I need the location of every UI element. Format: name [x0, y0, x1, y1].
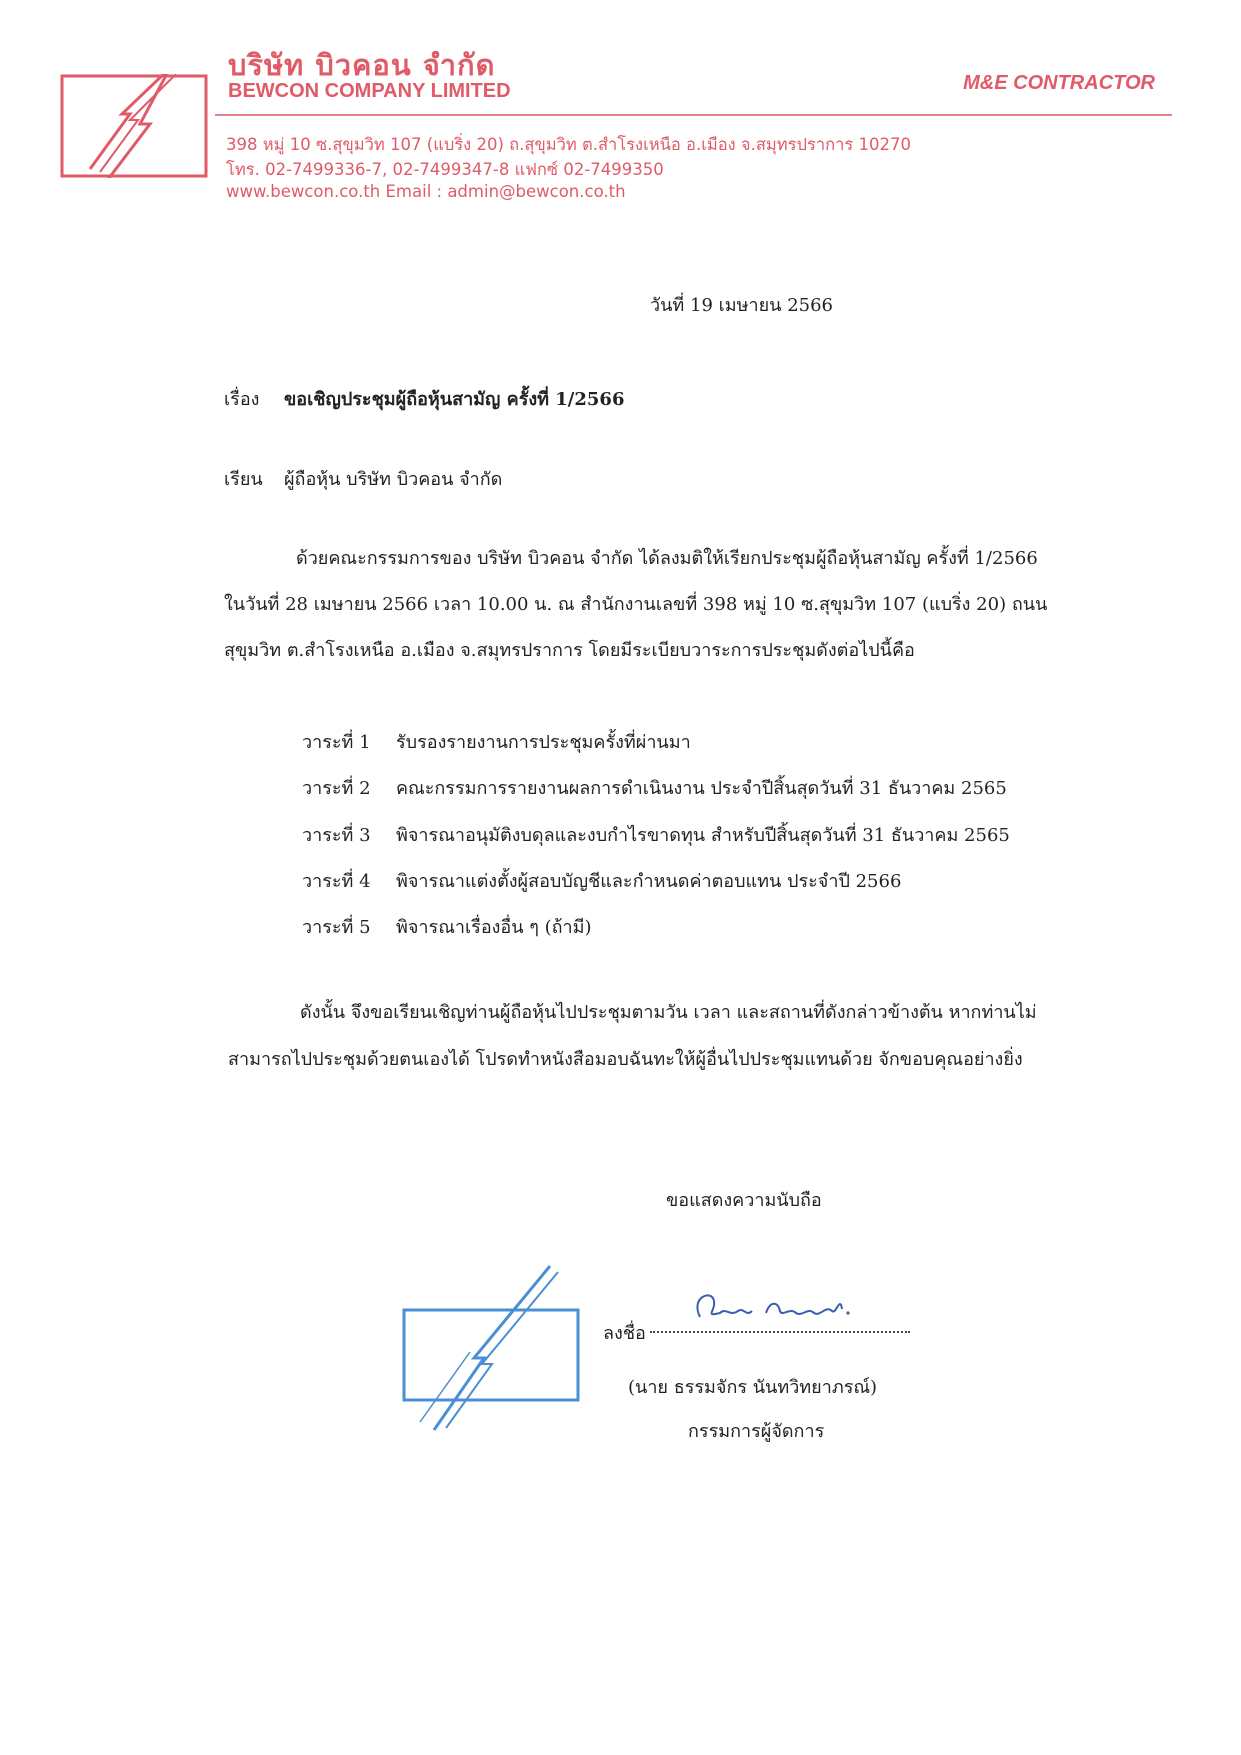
- subject-label: เรื่อง: [224, 389, 260, 410]
- signer-name: (นาย ธรรมจักร นันทวิทยาภรณ์): [628, 1377, 878, 1398]
- paragraph-1-line-3: สุขุมวิท ต.สำโรงเหนือ อ.เมือง จ.สมุทรปราการ โดยมีระเบียบวาระการประชุมดังต่อไปนี้คือ: [224, 640, 915, 661]
- company-tagline: M&E CONTRACTOR: [963, 72, 1155, 94]
- agenda-item-text: คณะกรรมการรายงานผลการดำเนินงาน ประจำปีสิ้นสุดวันที่ 31 ธันวาคม 2565: [396, 778, 1007, 799]
- paragraph-2-line-1: ดังนั้น จึงขอเรียนเชิญท่านผู้ถือหุ้นไปประชุมตามวัน เวลา และสถานที่ดังกล่าวข้างต้น หากท่านไม่: [300, 1002, 1037, 1023]
- company-name-thai: บริษัท บิวคอน จำกัด: [228, 48, 496, 82]
- agenda-item-text: พิจารณาอนุมัติงบดุลและงบกำไรขาดทุน สำหรับปีสิ้นสุดวันที่ 31 ธันวาคม 2565: [396, 825, 1010, 846]
- agenda-item-text: พิจารณาแต่งตั้งผู้สอบบัญชีและกำหนดค่าตอบแทน ประจำปี 2566: [396, 871, 902, 892]
- web-email-line: www.bewcon.co.th Email : admin@bewcon.co.th: [226, 182, 626, 201]
- recipient-text: ผู้ถือหุ้น บริษัท บิวคอน จำกัด: [284, 469, 503, 490]
- agenda-item-label: วาระที่ 1: [302, 732, 371, 753]
- closing-phrase: ขอแสดงความนับถือ: [666, 1190, 822, 1211]
- paragraph-1-line-1: ด้วยคณะกรรมการของ บริษัท บิวคอน จำกัด ได้ลงมติให้เรียกประชุมผู้ถือหุ้นสามัญ ครั้งที่ 1/2566: [296, 548, 1038, 569]
- letterhead-divider: [215, 114, 1172, 116]
- address-line-1: 398 หมู่ 10 ซ.สุขุมวิท 107 (แบริ่ง 20) ถ.สุขุมวิท ต.สำโรงเหนือ อ.เมือง จ.สมุทรปราการ 10270: [226, 135, 911, 154]
- agenda-item-label: วาระที่ 3: [302, 825, 371, 846]
- agenda-item-label: วาระที่ 2: [302, 778, 371, 799]
- company-stamp: [400, 1262, 582, 1432]
- company-name-english: BEWCON COMPANY LIMITED: [228, 80, 511, 102]
- agenda-item-label: วาระที่ 4: [302, 871, 371, 892]
- letter-date: วันที่ 19 เมษายน 2566: [650, 295, 833, 316]
- phone-fax-line: โทร. 02-7499336-7, 02-7499347-8 แฟกซ์ 02-7499350: [226, 160, 664, 179]
- signature-label: ลงชื่อ: [603, 1323, 646, 1344]
- signer-position: กรรมการผู้จัดการ: [688, 1421, 825, 1442]
- signature-line: [650, 1331, 910, 1333]
- subject-text: ขอเชิญประชุมผู้ถือหุ้นสามัญ ครั้งที่ 1/2566: [284, 389, 625, 410]
- paragraph-1-line-2: ในวันที่ 28 เมษายน 2566 เวลา 10.00 น. ณ สำนักงานเลขที่ 398 หมู่ 10 ซ.สุขุมวิท 107 (แบริ่ง 20) ถนน: [224, 594, 1048, 615]
- paragraph-2-line-2: สามารถไปประชุมด้วยตนเองได้ โปรดทำหนังสือมอบฉันทะให้ผู้อื่นไปประชุมแทนด้วย จักขอบคุณอย่างยิ่ง: [228, 1049, 1023, 1070]
- recipient-label: เรียน: [224, 469, 263, 490]
- agenda-item-text: รับรองรายงานการประชุมครั้งที่ผ่านมา: [396, 732, 691, 753]
- company-logo: [60, 74, 208, 178]
- agenda-item-text: พิจารณาเรื่องอื่น ๆ (ถ้ามี): [396, 917, 592, 938]
- agenda-item-label: วาระที่ 5: [302, 917, 371, 938]
- handwritten-signature: [686, 1287, 856, 1331]
